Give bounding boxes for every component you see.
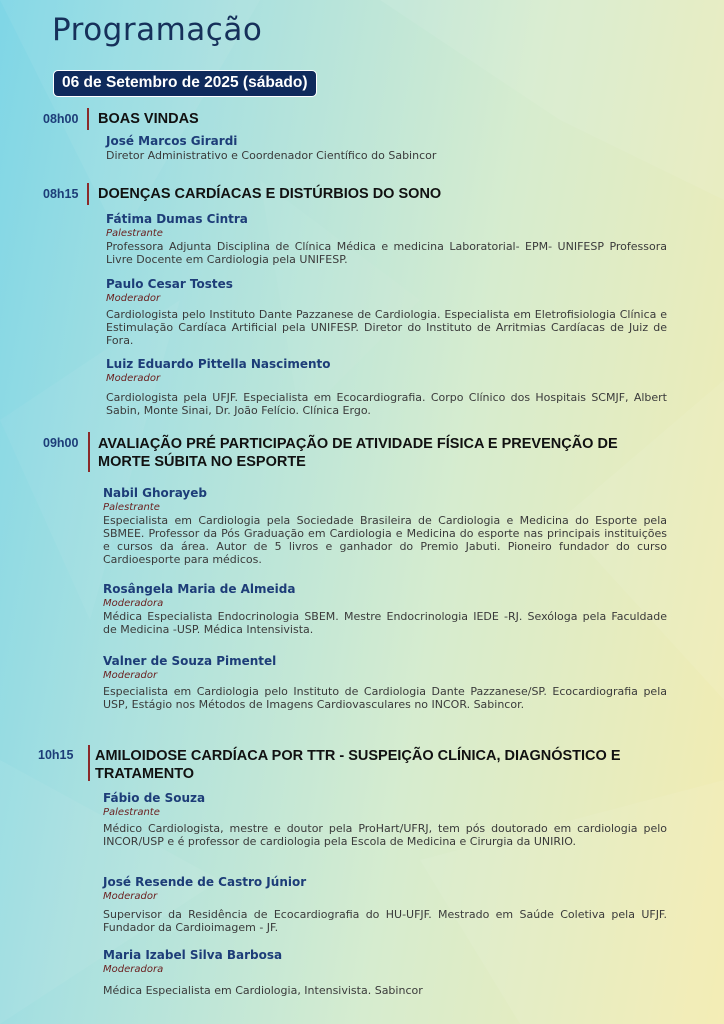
speaker-name: Nabil Ghorayeb (103, 486, 207, 500)
speaker-description: Cardiologista pela UFJF. Especialista em Ecocardiografia. Corpo Clínico dos Hospitais SCMJF, Albert Sabin, Monte Sinai, Dr. João Felício. Clínica Ergo. (106, 391, 667, 417)
speaker-role: Moderadora (103, 598, 164, 609)
speaker-role: Palestrante (103, 502, 160, 513)
speaker-description: Especialista em Cardiologia pela Sociedade Brasileira de Cardiologia e Medicina do Esporte pela SBMEE. Professor da Pós Graduação em Cardiologia e Medicina do esporte nas principais instituições e cursos da área. Autor de 5 livros e ganhador do Premio Jabuti. Pioneiro fundador do curso Cardioesporte para médicos. (103, 514, 667, 566)
session-title: AVALIAÇÃO PRÉ PARTICIPAÇÃO DE ATIVIDADE FÍSICA E PREVENÇÃO DE MORTE SÚBITA NO ESPORTE (98, 436, 618, 470)
date-badge: 06 de Setembro de 2025 (sábado) (53, 70, 317, 97)
speaker-description: Cardiologista pelo Instituto Dante Pazzanese de Cardiologia. Especialista em Eletrofisiologia Clínica e Estimulação Cardíaca Artificial pela UNIFESP. Diretor do Instituto de Arritmias Cardíacas de Juiz de Fora. (106, 308, 667, 347)
speaker-block (103, 654, 667, 711)
speaker-name: José Marcos Girardi (106, 134, 238, 148)
speaker-name: José Resende de Castro Júnior (103, 875, 307, 889)
speaker-block (103, 486, 667, 566)
speaker-name: Fábio de Souza (103, 791, 206, 805)
speaker-role: Moderador (103, 670, 158, 681)
session-title: BOAS VINDAS (98, 111, 199, 127)
speaker-name: Valner de Souza Pimentel (103, 654, 277, 668)
speaker-name: Rosângela Maria de Almeida (103, 582, 296, 596)
speaker-description: Médico Cardiologista, mestre e doutor pela ProHart/UFRJ, tem pós doutorado em cardiologia pelo INCOR/USP e é professor de cardiologia pela Escola de Medicina e Cirurgia da UNIRIO. (103, 822, 667, 848)
session-title: DOENÇAS CARDÍACAS E DISTÚRBIOS DO SONO (98, 186, 442, 202)
speaker-name: Paulo Cesar Tostes (106, 277, 233, 291)
session-time: 08h15 (43, 187, 79, 201)
speaker-description: Diretor Administrativo e Coordenador Científico do Sabincor (106, 149, 437, 162)
session-time: 08h00 (43, 112, 79, 126)
speaker-description: Professora Adjunta Disciplina de Clínica Médica e medicina Laboratorial- EPM- UNIFESP Professora Livre Docente em Cardiologia pela UNIFESP. (106, 240, 667, 266)
speaker-role: Moderador (106, 373, 161, 384)
speaker-description: Especialista em Cardiologia pelo Instituto de Cardiologia Dante Pazzanese/SP. Ecocardiografia pela USP, Estágio nos Métodos de Imagens Cardiovasculares no INCOR. Sabincor. (103, 685, 667, 711)
speaker-name: Maria Izabel Silva Barbosa (103, 948, 283, 962)
page-title: Programação (52, 12, 263, 48)
speaker-description: Supervisor da Residência de Ecocardiografia do HU-UFJF. Mestrado em Saúde Coletiva pela UFJF. Fundador da Cardioimagem - JF. (103, 908, 667, 934)
speaker-block (106, 212, 667, 266)
session-time: 10h15 (38, 748, 74, 762)
speaker-name: Luiz Eduardo Pittella Nascimento (106, 357, 331, 371)
speaker-block (106, 277, 667, 347)
speaker-description: Médica Especialista Endocrinologia SBEM. Mestre Endocrinologia IEDE -RJ. Sexóloga pela Faculdade de Medicina -USP. Médica Intensivista. (103, 610, 667, 636)
session-time: 09h00 (43, 436, 79, 450)
speaker-role: Palestrante (103, 807, 160, 818)
speaker-block (103, 875, 667, 934)
speaker-name: Fátima Dumas Cintra (106, 212, 248, 226)
speaker-block (103, 791, 667, 848)
session-title: AMILOIDOSE CARDÍACA POR TTR - SUSPEIÇÃO CLÍNICA, DIAGNÓSTICO E TRATAMENTO (95, 748, 621, 782)
speaker-role: Moderadora (103, 964, 164, 975)
speaker-block (106, 357, 667, 417)
session-divider (88, 745, 90, 781)
session-divider (88, 432, 90, 472)
speaker-description: Médica Especialista em Cardiologia, Intensivista. Sabincor (103, 984, 423, 997)
speaker-role: Palestrante (106, 228, 163, 239)
session-divider (87, 183, 89, 205)
speaker-block (103, 948, 667, 997)
speaker-block (106, 134, 667, 162)
session-divider (87, 108, 89, 130)
speaker-role: Moderador (106, 293, 161, 304)
speaker-block (103, 582, 667, 636)
speaker-role: Moderador (103, 891, 158, 902)
